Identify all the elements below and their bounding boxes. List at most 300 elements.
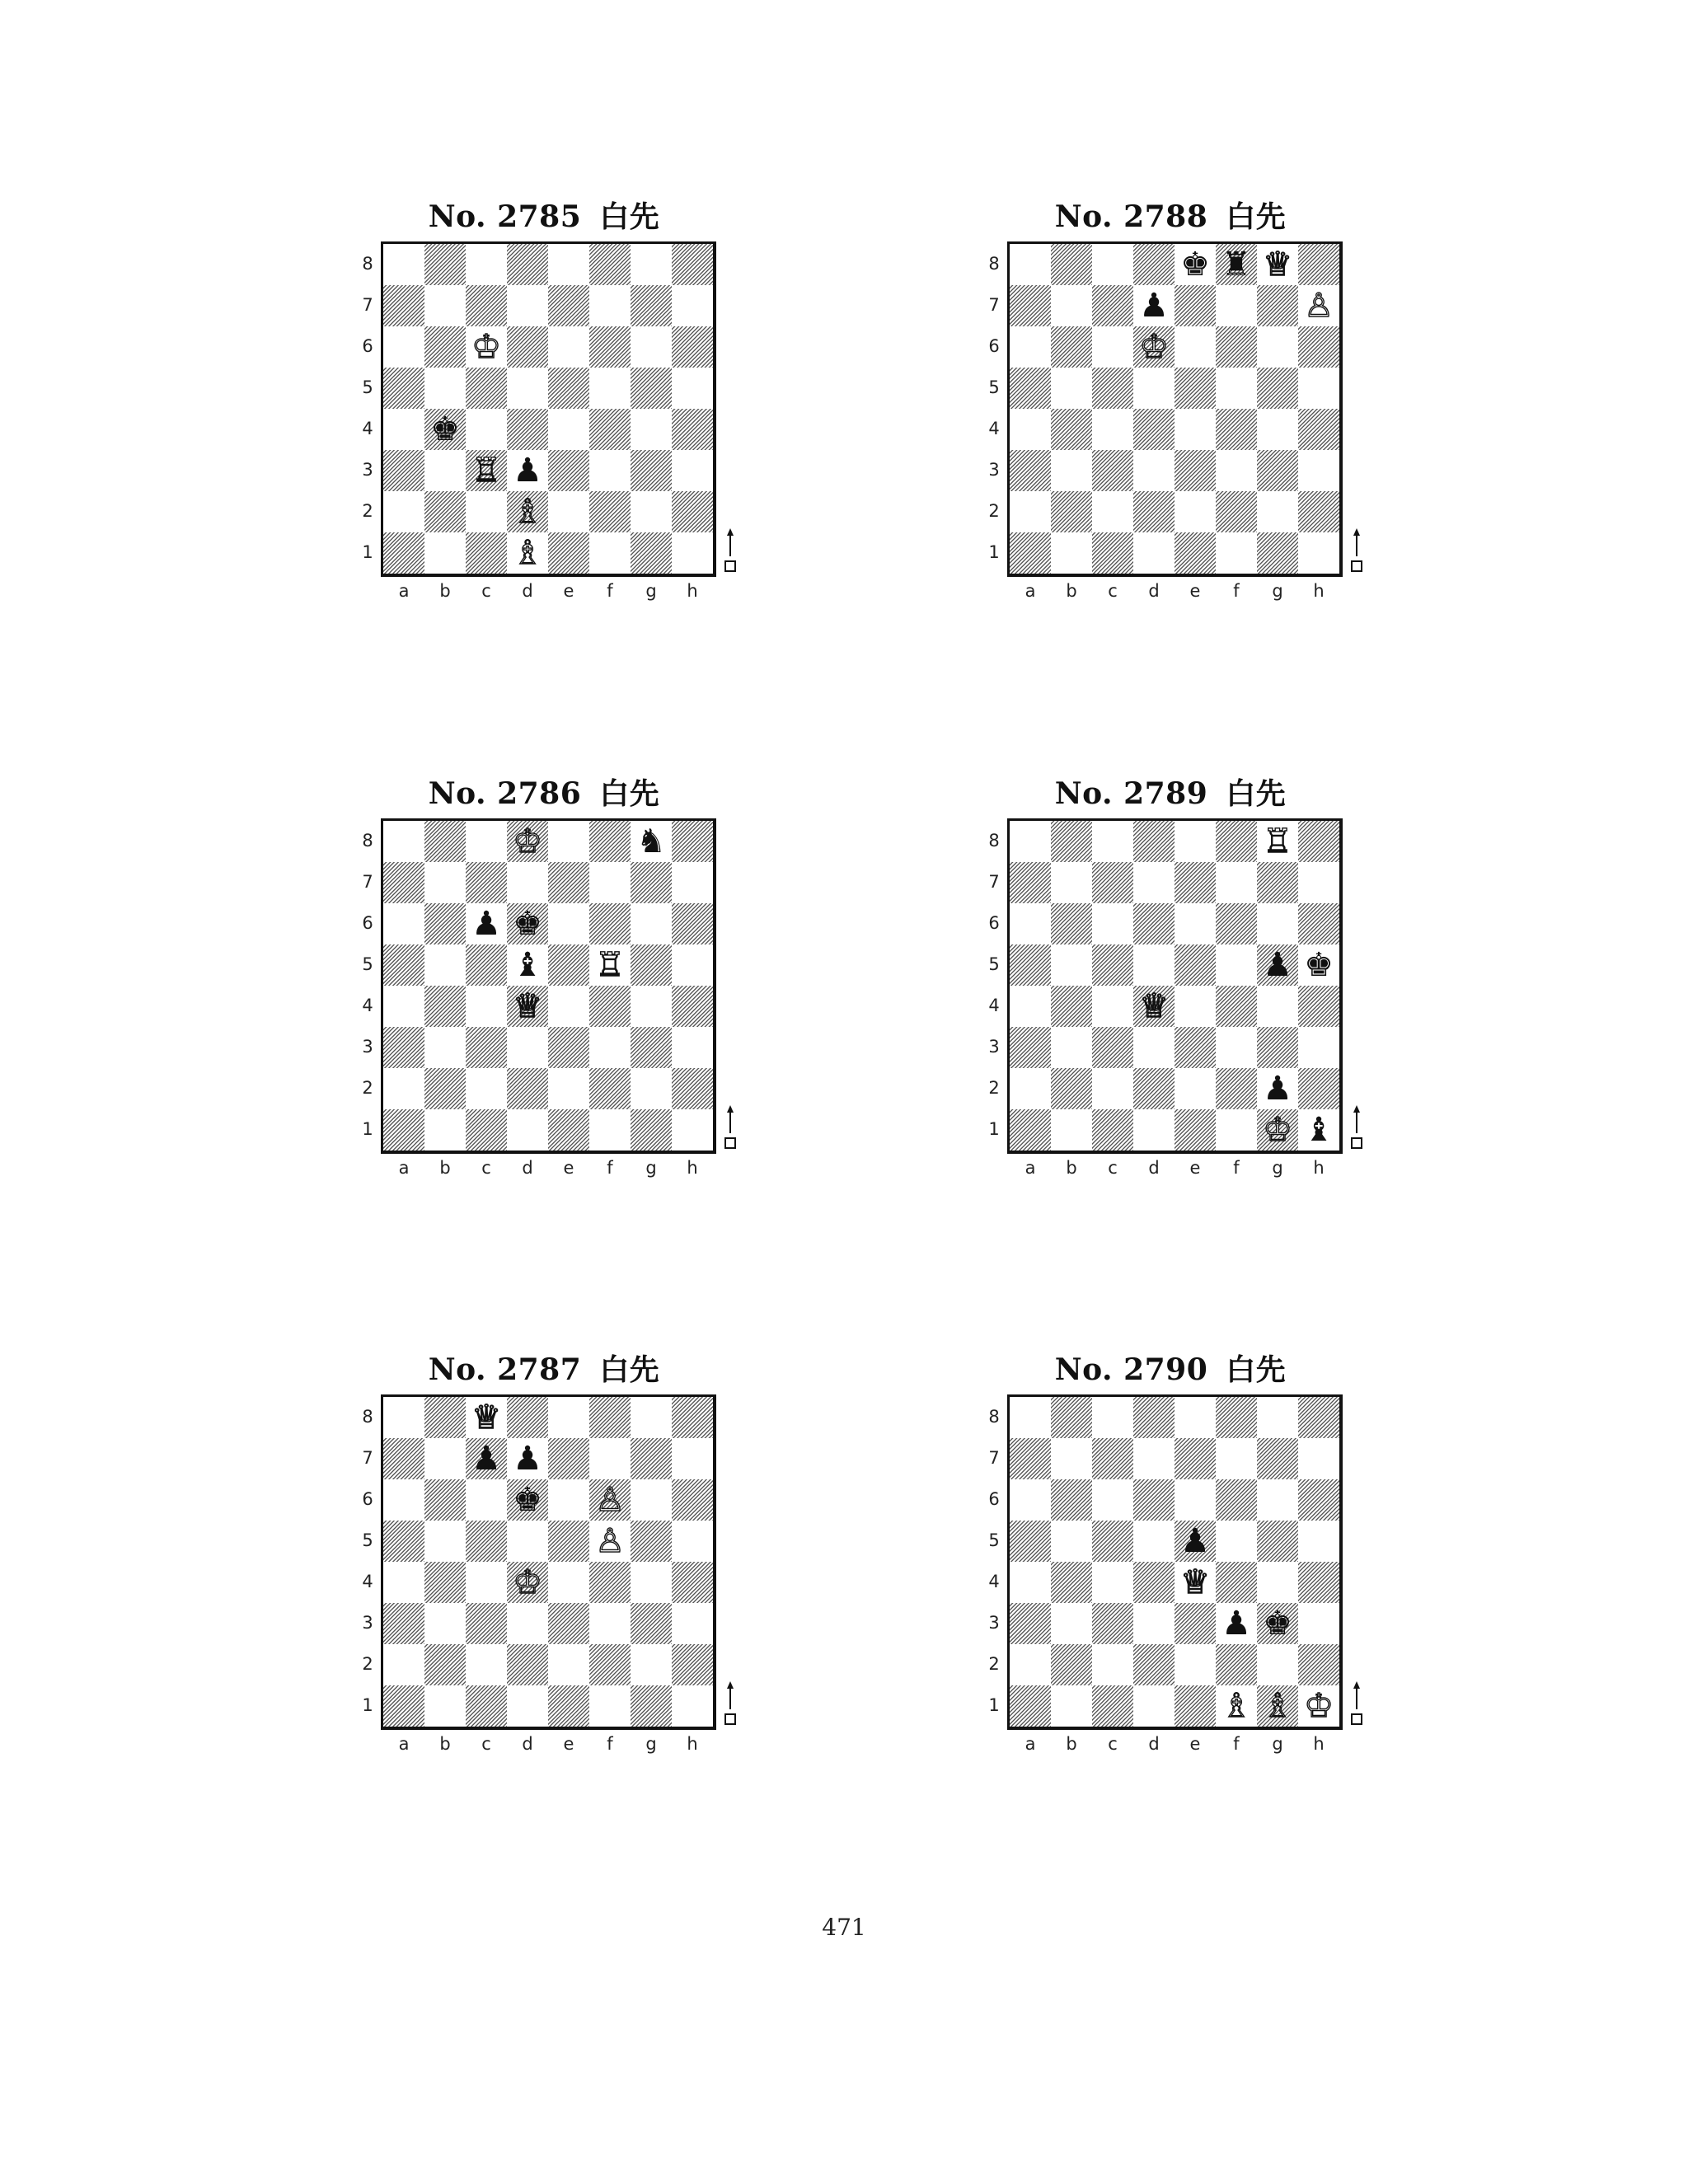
board-square-c2 <box>1092 491 1133 532</box>
black-king-g3-icon: ♚ <box>1263 1605 1292 1643</box>
board-square-e5 <box>548 368 589 409</box>
rank-label: 6 <box>362 1489 373 1509</box>
board-square-a4 <box>383 986 424 1027</box>
board-square-c8 <box>466 821 507 862</box>
board-square-g1 <box>1257 532 1298 574</box>
black-king-h5-icon: ♚ <box>1304 946 1334 984</box>
board-square-f4 <box>1216 986 1257 1027</box>
file-label: c <box>481 1734 491 1754</box>
board-square-c8 <box>466 244 507 285</box>
board-square-d1 <box>507 1109 548 1151</box>
rank-label: 6 <box>988 1489 1000 1509</box>
board-square-d7 <box>507 862 548 903</box>
board-square-h6 <box>672 1479 713 1521</box>
board-square-e8 <box>1175 821 1216 862</box>
board-square-a4 <box>1010 1562 1051 1603</box>
board-square-f8 <box>589 244 631 285</box>
problem-number: No. 2786 <box>428 776 582 811</box>
black-rook-f8-icon: ♜ <box>1221 246 1251 284</box>
file-label: h <box>687 1734 698 1754</box>
board-square-e7 <box>548 1438 589 1479</box>
board-square-e2 <box>548 1068 589 1109</box>
diagram-title <box>956 194 1385 236</box>
board-square-b6 <box>424 1479 466 1521</box>
board-square-a3 <box>1010 1603 1051 1644</box>
file-label: d <box>1148 1734 1160 1754</box>
board-square-b4 <box>424 986 466 1027</box>
chess-board <box>381 1394 716 1730</box>
board-square-f5 <box>1216 944 1257 986</box>
board-square-g1 <box>631 1685 672 1727</box>
board-square-b3 <box>424 450 466 491</box>
board-square-a4 <box>383 1562 424 1603</box>
chess-diagram-2789 <box>956 771 1385 1232</box>
board-square-f3 <box>589 450 631 491</box>
problem-number: No. 2787 <box>428 1352 582 1387</box>
board-square-h4 <box>1298 409 1339 450</box>
board-square-d2 <box>1133 1644 1175 1685</box>
side-to-move-label: 白先 <box>1226 777 1287 811</box>
board-square-d3 <box>507 1027 548 1068</box>
board-square-c2 <box>1092 1068 1133 1109</box>
board-square-b8 <box>424 244 466 285</box>
board-square-g3 <box>1257 1027 1298 1068</box>
file-label: e <box>1189 1158 1201 1178</box>
board-square-d5 <box>1133 368 1175 409</box>
board-square-e6 <box>548 326 589 368</box>
board-square-c3 <box>1092 1603 1133 1644</box>
white-king-h1-icon: ♔ <box>1304 1687 1334 1725</box>
side-to-move-label: 白先 <box>599 1353 660 1387</box>
board-square-e7 <box>548 862 589 903</box>
board-square-f7 <box>589 862 631 903</box>
board-square-h3 <box>672 450 713 491</box>
board-square-d4 <box>1133 409 1175 450</box>
board-square-c3 <box>466 1603 507 1644</box>
board-square-b7 <box>1051 1438 1092 1479</box>
black-pawn-f3-icon: ♟ <box>1221 1605 1251 1643</box>
rank-label: 5 <box>362 954 373 974</box>
rank-label: 5 <box>988 1530 1000 1550</box>
rank-label: 5 <box>362 1530 373 1550</box>
board-square-f2 <box>589 491 631 532</box>
rank-label: 5 <box>988 377 1000 397</box>
board-square-b2 <box>424 1644 466 1685</box>
board-square-h8 <box>1298 244 1339 285</box>
file-label: g <box>1272 581 1283 601</box>
side-to-move-label: 白先 <box>1226 200 1287 234</box>
rank-label: 3 <box>362 1037 373 1057</box>
board-square-e3 <box>1175 450 1216 491</box>
white-to-move-indicator-icon <box>724 528 737 574</box>
board-square-e3 <box>548 450 589 491</box>
board-square-c6 <box>466 1479 507 1521</box>
board-square-a7 <box>383 1438 424 1479</box>
board-square-e2 <box>1175 1644 1216 1685</box>
chess-diagram-2787 <box>330 1347 758 1808</box>
board-square-h6 <box>1298 326 1339 368</box>
white-to-move-indicator-icon <box>1350 1105 1363 1151</box>
rank-label: 6 <box>362 913 373 933</box>
board-square-a1 <box>383 532 424 574</box>
board-square-e4 <box>1175 409 1216 450</box>
board-square-g7 <box>1257 862 1298 903</box>
file-label: c <box>1108 1158 1118 1178</box>
board-square-g2 <box>631 491 672 532</box>
board-square-a7 <box>1010 862 1051 903</box>
rank-label: 7 <box>988 295 1000 315</box>
board-square-d7 <box>1133 862 1175 903</box>
file-label: d <box>1148 581 1160 601</box>
board-square-c5 <box>466 368 507 409</box>
board-square-c5 <box>466 944 507 986</box>
problem-number: No. 2788 <box>1054 199 1208 234</box>
board-square-h1 <box>1298 532 1339 574</box>
board-square-b2 <box>424 491 466 532</box>
white-king-c6-icon: ♔ <box>471 328 501 366</box>
rank-label: 1 <box>362 1119 373 1139</box>
file-label: e <box>563 581 574 601</box>
board-square-d6 <box>1133 903 1175 944</box>
white-to-move-indicator-icon <box>724 1105 737 1151</box>
board-square-d4 <box>1133 1562 1175 1603</box>
rank-label: 4 <box>362 996 373 1015</box>
board-square-a5 <box>1010 944 1051 986</box>
board-square-h8 <box>1298 821 1339 862</box>
board-square-b7 <box>1051 285 1092 326</box>
black-king-e8-icon: ♚ <box>1180 246 1210 284</box>
board-square-h2 <box>672 1644 713 1685</box>
diagram-title <box>330 194 758 236</box>
board-square-c3 <box>1092 450 1133 491</box>
board-square-b5 <box>1051 368 1092 409</box>
board-square-h7 <box>1298 1438 1339 1479</box>
rank-label: 5 <box>362 377 373 397</box>
file-label: b <box>1066 581 1077 601</box>
board-square-a5 <box>383 944 424 986</box>
board-square-f4 <box>1216 409 1257 450</box>
file-label: f <box>1233 581 1240 601</box>
board-square-b1 <box>1051 532 1092 574</box>
diagram-title <box>330 1347 758 1389</box>
board-square-a1 <box>383 1685 424 1727</box>
white-to-move-indicator-icon <box>1350 1681 1363 1727</box>
board-square-d5 <box>507 368 548 409</box>
board-square-f7 <box>1216 1438 1257 1479</box>
file-label: h <box>1313 1158 1325 1178</box>
board-square-c7 <box>1092 285 1133 326</box>
board-square-g4 <box>1257 1562 1298 1603</box>
chess-diagram-2788 <box>956 194 1385 655</box>
board-square-c6 <box>1092 326 1133 368</box>
board-square-e4 <box>1175 986 1216 1027</box>
board-square-e1 <box>548 1109 589 1151</box>
board-square-d3 <box>1133 1027 1175 1068</box>
board-square-b2 <box>1051 491 1092 532</box>
board-square-d6 <box>1133 1479 1175 1521</box>
black-pawn-e5-icon: ♟ <box>1180 1522 1210 1560</box>
board-square-e3 <box>548 1027 589 1068</box>
board-square-a3 <box>383 1603 424 1644</box>
file-label: d <box>522 1734 533 1754</box>
black-king-d6-icon: ♚ <box>513 905 542 943</box>
board-square-b3 <box>424 1027 466 1068</box>
board-square-h2 <box>1298 1644 1339 1685</box>
board-square-e6 <box>1175 903 1216 944</box>
board-square-g8 <box>1257 1397 1298 1438</box>
board-square-h7 <box>1298 862 1339 903</box>
board-square-d5 <box>507 1521 548 1562</box>
board-square-a6 <box>1010 1479 1051 1521</box>
black-bishop-h1-icon: ♝ <box>1304 1111 1334 1149</box>
board-square-a8 <box>383 1397 424 1438</box>
board-square-e1 <box>1175 1685 1216 1727</box>
board-square-d8 <box>1133 821 1175 862</box>
board-square-b6 <box>424 326 466 368</box>
rank-label: 4 <box>362 1572 373 1591</box>
board-square-a2 <box>383 1644 424 1685</box>
board-square-a4 <box>1010 986 1051 1027</box>
board-square-e5 <box>1175 944 1216 986</box>
board-square-d8 <box>507 244 548 285</box>
diagram-title <box>330 771 758 813</box>
file-label: c <box>1108 581 1118 601</box>
board-square-g4 <box>1257 409 1298 450</box>
board-square-h2 <box>672 491 713 532</box>
board-square-d5 <box>1133 944 1175 986</box>
board-square-a3 <box>383 450 424 491</box>
board-square-h6 <box>672 903 713 944</box>
board-square-d2 <box>1133 1068 1175 1109</box>
board-square-b1 <box>1051 1685 1092 1727</box>
rank-label: 3 <box>988 1037 1000 1057</box>
board-square-h3 <box>1298 1027 1339 1068</box>
board-square-a3 <box>1010 1027 1051 1068</box>
board-square-e5 <box>548 1521 589 1562</box>
board-square-c3 <box>1092 1027 1133 1068</box>
black-pawn-c7-icon: ♟ <box>471 1440 501 1478</box>
board-square-d1 <box>1133 1685 1175 1727</box>
rank-label: 1 <box>988 542 1000 562</box>
board-square-e6 <box>1175 326 1216 368</box>
rank-label: 7 <box>362 872 373 892</box>
rank-label: 4 <box>988 419 1000 438</box>
board-square-c7 <box>1092 862 1133 903</box>
white-bishop-d1-icon: ♗ <box>513 534 542 572</box>
rank-label: 8 <box>988 831 1000 851</box>
rank-label: 6 <box>362 336 373 356</box>
board-square-f8 <box>1216 1397 1257 1438</box>
board-square-c4 <box>466 409 507 450</box>
rank-label: 8 <box>988 254 1000 274</box>
board-square-f1 <box>589 1685 631 1727</box>
board-square-g1 <box>631 532 672 574</box>
board-square-b6 <box>424 903 466 944</box>
board-square-d8 <box>1133 1397 1175 1438</box>
board-square-f2 <box>1216 491 1257 532</box>
chess-board <box>1007 241 1343 577</box>
board-square-h8 <box>672 1397 713 1438</box>
white-to-move-indicator-icon <box>724 1681 737 1727</box>
board-square-g2 <box>631 1644 672 1685</box>
board-square-f3 <box>589 1027 631 1068</box>
board-square-b7 <box>424 1438 466 1479</box>
board-square-g8 <box>631 1397 672 1438</box>
board-square-b5 <box>1051 944 1092 986</box>
file-label: g <box>1272 1158 1283 1178</box>
board-square-b7 <box>1051 862 1092 903</box>
board-square-d1 <box>1133 1109 1175 1151</box>
board-square-d7 <box>507 285 548 326</box>
board-square-f2 <box>1216 1644 1257 1685</box>
board-square-a1 <box>383 1109 424 1151</box>
file-label: f <box>1233 1158 1240 1178</box>
board-square-c1 <box>466 1109 507 1151</box>
file-label: a <box>1025 1734 1036 1754</box>
board-square-a5 <box>383 1521 424 1562</box>
board-square-a2 <box>1010 491 1051 532</box>
board-square-g3 <box>631 450 672 491</box>
chess-diagram-2790 <box>956 1347 1385 1808</box>
board-square-a2 <box>383 491 424 532</box>
board-square-c7 <box>466 862 507 903</box>
board-square-d8 <box>507 1397 548 1438</box>
board-square-a3 <box>1010 450 1051 491</box>
board-square-h8 <box>1298 1397 1339 1438</box>
board-square-a6 <box>1010 903 1051 944</box>
rank-label: 6 <box>988 336 1000 356</box>
white-queen-d4-icon: ♕ <box>513 987 542 1025</box>
black-bishop-d5-icon: ♝ <box>513 946 542 984</box>
board-square-c1 <box>1092 532 1133 574</box>
white-queen-e4-icon: ♕ <box>1180 1563 1210 1601</box>
rank-label: 2 <box>988 1654 1000 1674</box>
file-label: e <box>1189 1734 1201 1754</box>
board-square-g6 <box>1257 326 1298 368</box>
file-label: b <box>439 1734 451 1754</box>
board-square-f8 <box>589 821 631 862</box>
board-square-b3 <box>1051 1603 1092 1644</box>
file-label: c <box>481 1158 491 1178</box>
board-square-b5 <box>424 1521 466 1562</box>
board-square-h1 <box>672 1109 713 1151</box>
board-square-f4 <box>589 1562 631 1603</box>
board-square-h5 <box>1298 368 1339 409</box>
board-square-e4 <box>548 409 589 450</box>
board-square-h7 <box>672 1438 713 1479</box>
board-square-a8 <box>1010 821 1051 862</box>
board-square-d5 <box>1133 1521 1175 1562</box>
board-square-d3 <box>1133 450 1175 491</box>
board-square-c2 <box>1092 1644 1133 1685</box>
board-square-h5 <box>672 1521 713 1562</box>
board-square-e7 <box>1175 1438 1216 1479</box>
white-bishop-f1-icon: ♗ <box>1221 1687 1251 1725</box>
board-square-g7 <box>631 862 672 903</box>
rank-label: 2 <box>988 501 1000 521</box>
board-square-f1 <box>589 532 631 574</box>
board-square-a6 <box>1010 326 1051 368</box>
board-square-g4 <box>631 1562 672 1603</box>
board-square-c1 <box>1092 1109 1133 1151</box>
board-square-e8 <box>548 821 589 862</box>
board-square-a5 <box>383 368 424 409</box>
rank-label: 7 <box>362 1448 373 1468</box>
board-square-g7 <box>1257 285 1298 326</box>
rank-label: 8 <box>362 254 373 274</box>
problem-number: No. 2790 <box>1054 1352 1208 1387</box>
board-square-f1 <box>1216 1109 1257 1151</box>
board-square-c1 <box>1092 1685 1133 1727</box>
file-label: a <box>398 1734 410 1754</box>
problem-number: No. 2789 <box>1054 776 1208 811</box>
black-pawn-d3-icon: ♟ <box>513 452 542 490</box>
board-square-c7 <box>466 285 507 326</box>
board-square-g6 <box>631 1479 672 1521</box>
board-square-e3 <box>1175 1603 1216 1644</box>
rank-label: 3 <box>362 460 373 480</box>
board-square-b3 <box>424 1603 466 1644</box>
board-square-h4 <box>672 409 713 450</box>
board-square-c7 <box>1092 1438 1133 1479</box>
rank-label: 2 <box>362 1654 373 1674</box>
chess-diagram-2785 <box>330 194 758 655</box>
board-square-b8 <box>424 821 466 862</box>
board-square-c5 <box>1092 368 1133 409</box>
board-square-b7 <box>424 285 466 326</box>
board-square-f6 <box>1216 903 1257 944</box>
rank-label: 8 <box>988 1407 1000 1427</box>
board-square-b2 <box>1051 1068 1092 1109</box>
board-square-d2 <box>1133 491 1175 532</box>
board-square-h4 <box>672 986 713 1027</box>
board-square-g4 <box>631 986 672 1027</box>
white-pawn-f5-icon: ♙ <box>595 1522 625 1560</box>
board-square-c4 <box>1092 409 1133 450</box>
board-square-a3 <box>383 1027 424 1068</box>
file-label: g <box>1272 1734 1283 1754</box>
board-square-f3 <box>1216 1027 1257 1068</box>
side-to-move-label: 白先 <box>1226 1353 1287 1387</box>
board-square-h3 <box>1298 1603 1339 1644</box>
board-square-a8 <box>1010 244 1051 285</box>
board-square-f3 <box>1216 450 1257 491</box>
file-label: b <box>439 1158 451 1178</box>
board-square-b5 <box>424 944 466 986</box>
board-square-g3 <box>631 1603 672 1644</box>
board-square-a5 <box>1010 368 1051 409</box>
board-square-e1 <box>1175 532 1216 574</box>
board-square-d7 <box>1133 1438 1175 1479</box>
problem-number: No. 2785 <box>428 199 582 234</box>
rank-label: 5 <box>988 954 1000 974</box>
diagram-title <box>956 771 1385 813</box>
white-king-g1-icon: ♔ <box>1263 1111 1292 1149</box>
board-square-f5 <box>589 368 631 409</box>
board-square-d8 <box>1133 244 1175 285</box>
board-square-a8 <box>383 821 424 862</box>
white-bishop-d2-icon: ♗ <box>513 493 542 531</box>
black-king-b4-icon: ♚ <box>430 410 460 448</box>
file-label: f <box>607 581 613 601</box>
black-king-d6-icon: ♚ <box>513 1481 542 1519</box>
board-square-h4 <box>1298 1562 1339 1603</box>
board-square-g5 <box>1257 368 1298 409</box>
page-number: 471 <box>822 1914 866 1941</box>
board-square-g7 <box>631 285 672 326</box>
board-square-f7 <box>589 285 631 326</box>
rank-label: 2 <box>362 1078 373 1098</box>
